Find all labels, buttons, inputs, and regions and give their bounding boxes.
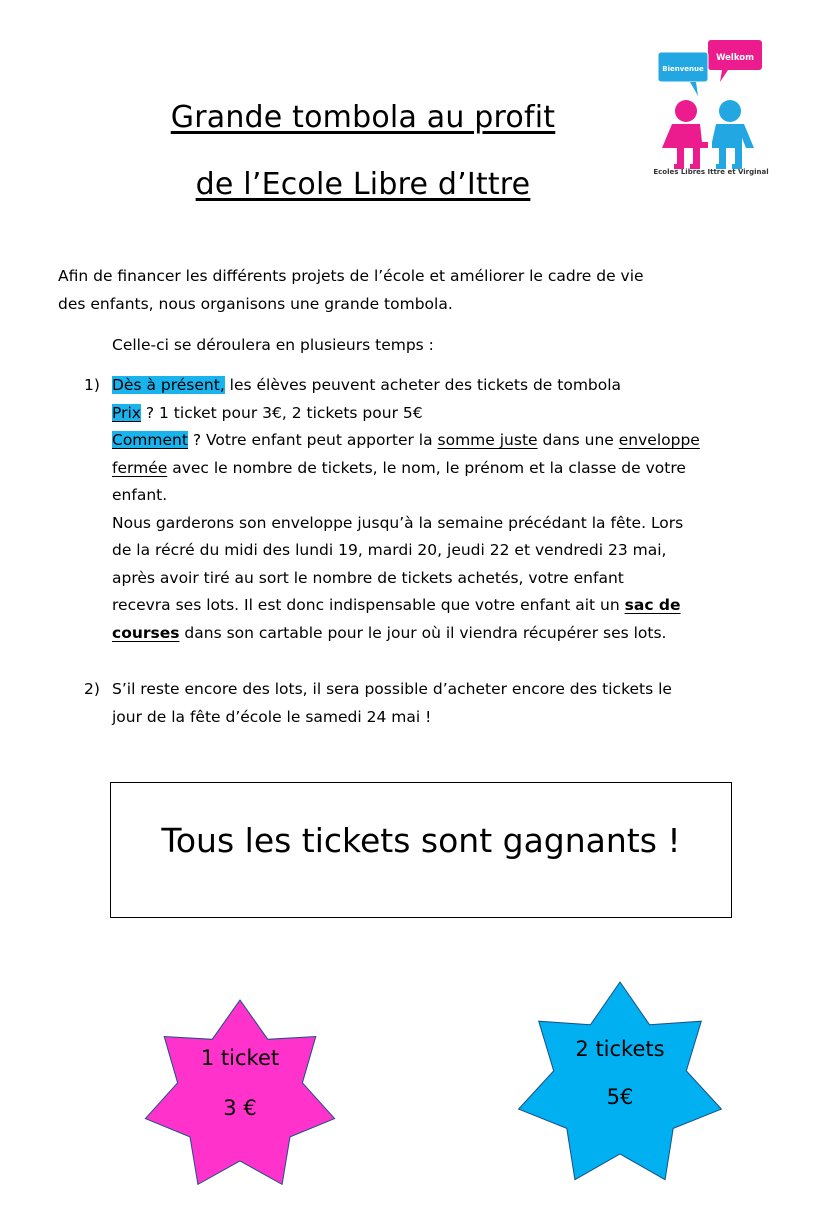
list-number-1: 1): [84, 376, 100, 394]
envelope-word: enveloppe: [618, 431, 700, 449]
star-two-tickets-label: 2 tickets: [575, 1037, 665, 1061]
title-line-2: de l’Ecole Libre d’Ittre: [195, 167, 531, 202]
bienvenue-text: Bienvenue: [662, 65, 704, 73]
item2-line-2: jour de la fête d’école le samedi 24 mai !: [112, 707, 432, 726]
intro-line-1: Afin de financer les différents projets de l’école et améliorer le cadre de vie: [58, 267, 644, 285]
item2-line-1: S’il reste encore des lots, il sera possible d’acheter encore des tickets le: [112, 680, 672, 698]
shopping-bag-bold-2: courses: [112, 623, 180, 642]
list-item-2: [112, 676, 772, 731]
intro-line-2: des enfants, nous organisons une grande tombola.: [58, 294, 453, 313]
welkom-text: Welkom: [716, 53, 754, 63]
shopping-bag-bold-1: sac de: [624, 596, 681, 614]
star-one-ticket: [140, 995, 340, 1195]
item1-when-line: Dès à présent, les élèves peuvent acheter des tickets de tombola: [112, 376, 622, 394]
list-number-2: 2): [84, 680, 100, 698]
star-two-tickets-price: 5€: [606, 1085, 634, 1109]
item1-how-line-2: fermée avec le nombre de tickets, le nom, le prénom et la classe de votre: [112, 458, 686, 477]
title-line-1: Grande tombola au profit: [170, 100, 556, 135]
list-item-1: [112, 372, 772, 647]
price-highlight: Prix: [112, 403, 141, 422]
item1-para2-line-3: après avoir tiré au sort le nombre de tickets achetés, votre enfant: [112, 568, 624, 587]
star-shape-pink: [145, 1000, 334, 1184]
how-highlight: Comment: [112, 431, 188, 449]
exact-amount: somme juste: [437, 431, 538, 449]
logo-caption: Ecoles Libres Ittre et Virginal: [653, 168, 769, 176]
item1-para2-line-1: Nous garderons son enveloppe jusqu’à la semaine précédant la fête. Lors: [112, 513, 684, 532]
lead-text: Celle-ci se déroulera en plusieurs temps :: [112, 336, 434, 354]
item1-para2-line-4: recevra ses lots. Il est donc indispensable que votre enfant ait un sac de: [112, 596, 681, 614]
when-highlight: Dès à présent,: [112, 376, 225, 394]
blue-child: [712, 100, 754, 169]
item1-price-line: Prix ? 1 ticket pour 3€, 2 tickets pour 5€: [112, 403, 423, 422]
school-logo: [650, 38, 770, 188]
star-shape-blue: [519, 982, 722, 1180]
star-one-ticket-label: 1 ticket: [200, 1046, 280, 1070]
intro-paragraph: [58, 263, 778, 318]
item1-para2-line-5: courses dans son cartable pour le jour où il viendra récupérer ses lots.: [112, 623, 667, 642]
winning-banner: [110, 782, 732, 918]
item1-para2-line-2: de la récré du midi des lundi 19, mardi 20, jeudi 22 et vendredi 23 mai,: [112, 541, 667, 559]
pink-child: [662, 100, 708, 169]
item1-how-line-3: enfant.: [112, 486, 168, 504]
banner-text: Tous les tickets sont gagnants !: [161, 821, 681, 860]
star-one-ticket-price: 3 €: [223, 1096, 257, 1120]
closed-word: fermée: [112, 458, 168, 477]
item1-how-line: Comment ? Votre enfant peut apporter la somme juste dans une enveloppe: [112, 431, 700, 449]
